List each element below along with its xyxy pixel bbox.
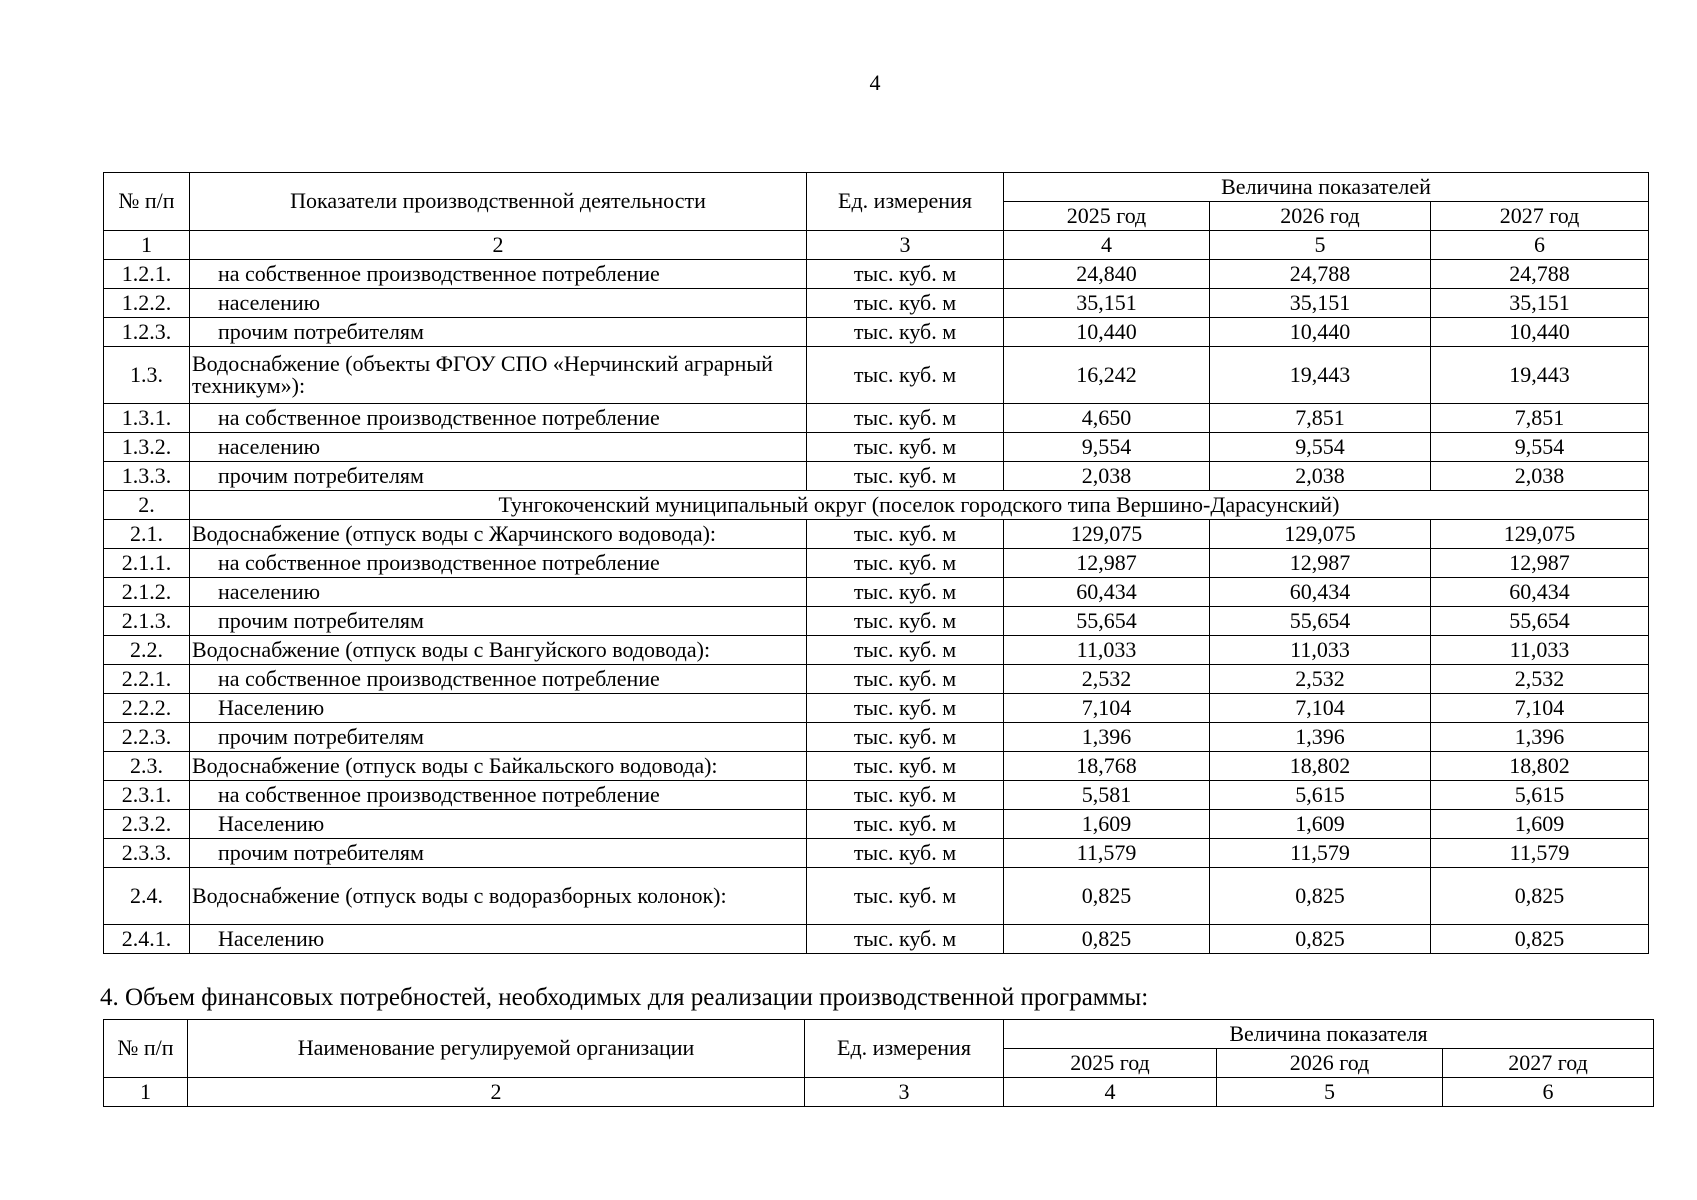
row-value-2027: 5,615 xyxy=(1431,781,1649,810)
row-number: 1.3. xyxy=(104,347,190,404)
column-number: 3 xyxy=(807,231,1004,260)
row-number: 2.1.1. xyxy=(104,549,190,578)
header-year-2026: 2026 год xyxy=(1210,202,1431,231)
header-year-2025: 2025 год xyxy=(1004,202,1210,231)
header-year-2025: 2025 год xyxy=(1004,1049,1217,1078)
row-value-2026: 0,825 xyxy=(1210,925,1431,954)
row-number: 1.3.3. xyxy=(104,462,190,491)
row-value-2027: 2,038 xyxy=(1431,462,1649,491)
table-row xyxy=(104,347,1649,404)
page-number: 4 xyxy=(869,70,881,95)
row-value-2027: 24,788 xyxy=(1431,260,1649,289)
column-number: 3 xyxy=(805,1078,1004,1107)
row-value-2025: 129,075 xyxy=(1004,520,1210,549)
section-4-title: 4. Объем финансовых потребностей, необходимых для реализации производственной программы: xyxy=(100,984,1149,1011)
row-unit: тыс. куб. м xyxy=(807,607,1004,636)
row-number: 2.4. xyxy=(104,868,190,925)
row-value-2025: 2,532 xyxy=(1004,665,1210,694)
row-value-2025: 11,579 xyxy=(1004,839,1210,868)
table-row xyxy=(104,810,1649,839)
row-unit: тыс. куб. м xyxy=(807,549,1004,578)
row-number: 1.2.3. xyxy=(104,318,190,347)
row-value-2026: 5,615 xyxy=(1210,781,1431,810)
row-value-2026: 11,579 xyxy=(1210,839,1431,868)
row-value-2025: 2,038 xyxy=(1004,462,1210,491)
row-number: 2.3.3. xyxy=(104,839,190,868)
row-indicator: прочим потребителям xyxy=(190,462,807,491)
row-unit: тыс. куб. м xyxy=(807,839,1004,868)
row-number: 2.1. xyxy=(104,520,190,549)
row-value-2026: 2,038 xyxy=(1210,462,1431,491)
row-value-2027: 0,825 xyxy=(1431,925,1649,954)
row-value-2027: 11,579 xyxy=(1431,839,1649,868)
row-number: 2.3.2. xyxy=(104,810,190,839)
row-indicator: на собственное производственное потребление xyxy=(190,260,807,289)
header-num: № п/п xyxy=(104,1020,188,1078)
row-value-2027: 55,654 xyxy=(1431,607,1649,636)
column-number: 2 xyxy=(188,1078,805,1107)
column-number: 2 xyxy=(190,231,807,260)
row-unit: тыс. куб. м xyxy=(807,318,1004,347)
row-value-2027: 0,825 xyxy=(1431,868,1649,925)
row-unit: тыс. куб. м xyxy=(807,925,1004,954)
row-value-2025: 60,434 xyxy=(1004,578,1210,607)
row-unit: тыс. куб. м xyxy=(807,289,1004,318)
row-indicator: прочим потребителям xyxy=(190,839,807,868)
row-value-2027: 19,443 xyxy=(1431,347,1649,404)
row-value-2025: 1,609 xyxy=(1004,810,1210,839)
row-value-2026: 0,825 xyxy=(1210,868,1431,925)
row-value-2026: 9,554 xyxy=(1210,433,1431,462)
table-row xyxy=(104,260,1649,289)
row-indicator: Населению xyxy=(190,694,807,723)
row-indicator: прочим потребителям xyxy=(190,607,807,636)
header-year-2027: 2027 год xyxy=(1431,202,1649,231)
financial-needs-table xyxy=(103,1019,1654,1107)
column-number: 6 xyxy=(1431,231,1649,260)
row-value-2027: 2,532 xyxy=(1431,665,1649,694)
row-indicator: на собственное производственное потребление xyxy=(190,404,807,433)
row-number: 1.2.1. xyxy=(104,260,190,289)
row-value-2026: 1,609 xyxy=(1210,810,1431,839)
row-value-2026: 55,654 xyxy=(1210,607,1431,636)
row-indicator: Водоснабжение (отпуск воды с Жарчинского водовода): xyxy=(190,520,807,549)
table-row xyxy=(104,404,1649,433)
row-unit: тыс. куб. м xyxy=(807,694,1004,723)
table-row xyxy=(104,607,1649,636)
row-unit: тыс. куб. м xyxy=(807,636,1004,665)
row-unit: тыс. куб. м xyxy=(807,578,1004,607)
row-value-2025: 24,840 xyxy=(1004,260,1210,289)
row-value-2027: 129,075 xyxy=(1431,520,1649,549)
row-value-2027: 1,396 xyxy=(1431,723,1649,752)
row-value-2026: 10,440 xyxy=(1210,318,1431,347)
row-value-2025: 55,654 xyxy=(1004,607,1210,636)
row-value-2026: 2,532 xyxy=(1210,665,1431,694)
section-number: 2. xyxy=(104,491,190,520)
row-value-2026: 19,443 xyxy=(1210,347,1431,404)
row-number: 2.2. xyxy=(104,636,190,665)
table-row xyxy=(104,723,1649,752)
row-value-2027: 60,434 xyxy=(1431,578,1649,607)
row-value-2027: 1,609 xyxy=(1431,810,1649,839)
row-indicator: Водоснабжение (отпуск воды с водоразборных колонок): xyxy=(190,868,807,925)
header-values-group: Величина показателя xyxy=(1004,1020,1654,1049)
row-value-2025: 0,825 xyxy=(1004,868,1210,925)
row-value-2025: 4,650 xyxy=(1004,404,1210,433)
table-row xyxy=(104,694,1649,723)
row-value-2026: 11,033 xyxy=(1210,636,1431,665)
row-unit: тыс. куб. м xyxy=(807,404,1004,433)
row-value-2026: 129,075 xyxy=(1210,520,1431,549)
table-row xyxy=(104,925,1649,954)
row-value-2027: 7,104 xyxy=(1431,694,1649,723)
row-indicator: прочим потребителям xyxy=(190,318,807,347)
row-value-2026: 35,151 xyxy=(1210,289,1431,318)
row-value-2025: 11,033 xyxy=(1004,636,1210,665)
table-row xyxy=(104,665,1649,694)
row-value-2025: 9,554 xyxy=(1004,433,1210,462)
table-row xyxy=(104,318,1649,347)
header-year-2027: 2027 год xyxy=(1443,1049,1654,1078)
row-value-2026: 24,788 xyxy=(1210,260,1431,289)
row-indicator: населению xyxy=(190,433,807,462)
row-value-2025: 0,825 xyxy=(1004,925,1210,954)
table-row xyxy=(104,636,1649,665)
row-indicator: на собственное производственное потребление xyxy=(190,549,807,578)
row-number: 1.3.2. xyxy=(104,433,190,462)
row-unit: тыс. куб. м xyxy=(807,781,1004,810)
row-value-2027: 35,151 xyxy=(1431,289,1649,318)
row-value-2027: 12,987 xyxy=(1431,549,1649,578)
row-value-2027: 11,033 xyxy=(1431,636,1649,665)
row-unit: тыс. куб. м xyxy=(807,520,1004,549)
row-value-2026: 1,396 xyxy=(1210,723,1431,752)
column-number: 6 xyxy=(1443,1078,1654,1107)
row-unit: тыс. куб. м xyxy=(807,433,1004,462)
table-row xyxy=(104,520,1649,549)
row-value-2026: 18,802 xyxy=(1210,752,1431,781)
column-number: 5 xyxy=(1217,1078,1443,1107)
row-indicator: Водоснабжение (отпуск воды с Байкальского водовода): xyxy=(190,752,807,781)
section-title: Тунгокоченский муниципальный округ (поселок городского типа Вершино-Дарасунский) xyxy=(190,491,1649,520)
row-unit: тыс. куб. м xyxy=(807,723,1004,752)
row-number: 2.3. xyxy=(104,752,190,781)
section-row xyxy=(104,491,1649,520)
column-number: 1 xyxy=(104,1078,188,1107)
header-year-2026: 2026 год xyxy=(1217,1049,1443,1078)
row-value-2027: 10,440 xyxy=(1431,318,1649,347)
row-indicator: Населению xyxy=(190,810,807,839)
column-number: 4 xyxy=(1004,1078,1217,1107)
row-indicator: на собственное производственное потребление xyxy=(190,781,807,810)
table-row xyxy=(104,289,1649,318)
row-number: 2.2.3. xyxy=(104,723,190,752)
table-row xyxy=(104,752,1649,781)
row-unit: тыс. куб. м xyxy=(807,347,1004,404)
row-unit: тыс. куб. м xyxy=(807,810,1004,839)
row-value-2026: 7,104 xyxy=(1210,694,1431,723)
row-unit: тыс. куб. м xyxy=(807,260,1004,289)
row-value-2025: 16,242 xyxy=(1004,347,1210,404)
table-row xyxy=(104,549,1649,578)
header-unit: Ед. измерения xyxy=(807,173,1004,231)
row-number: 2.2.1. xyxy=(104,665,190,694)
header-num: № п/п xyxy=(104,173,190,231)
column-number: 5 xyxy=(1210,231,1431,260)
table-row xyxy=(104,839,1649,868)
row-value-2026: 7,851 xyxy=(1210,404,1431,433)
table-row xyxy=(104,781,1649,810)
row-number: 2.2.2. xyxy=(104,694,190,723)
row-value-2025: 18,768 xyxy=(1004,752,1210,781)
row-number: 2.3.1. xyxy=(104,781,190,810)
row-value-2025: 35,151 xyxy=(1004,289,1210,318)
row-unit: тыс. куб. м xyxy=(807,868,1004,925)
table-row xyxy=(104,433,1649,462)
row-value-2027: 9,554 xyxy=(1431,433,1649,462)
header-org: Наименование регулируемой организации xyxy=(188,1020,805,1078)
row-value-2027: 18,802 xyxy=(1431,752,1649,781)
row-value-2025: 10,440 xyxy=(1004,318,1210,347)
row-number: 1.2.2. xyxy=(104,289,190,318)
row-unit: тыс. куб. м xyxy=(807,752,1004,781)
row-number: 2.4.1. xyxy=(104,925,190,954)
row-number: 2.1.2. xyxy=(104,578,190,607)
row-unit: тыс. куб. м xyxy=(807,462,1004,491)
row-indicator: населению xyxy=(190,289,807,318)
row-unit: тыс. куб. м xyxy=(807,665,1004,694)
row-value-2027: 7,851 xyxy=(1431,404,1649,433)
table-row xyxy=(104,578,1649,607)
row-indicator: прочим потребителям xyxy=(190,723,807,752)
row-indicator: населению xyxy=(190,578,807,607)
row-value-2025: 12,987 xyxy=(1004,549,1210,578)
row-value-2026: 12,987 xyxy=(1210,549,1431,578)
header-indicator: Показатели производственной деятельности xyxy=(190,173,807,231)
table-row xyxy=(104,868,1649,925)
row-value-2025: 1,396 xyxy=(1004,723,1210,752)
row-indicator: на собственное производственное потребление xyxy=(190,665,807,694)
row-value-2025: 5,581 xyxy=(1004,781,1210,810)
production-indicators-table xyxy=(103,172,1649,954)
row-indicator: Водоснабжение (объекты ФГОУ СПО «Нерчинский аграрный техникум»): xyxy=(190,347,807,404)
row-value-2025: 7,104 xyxy=(1004,694,1210,723)
table-row xyxy=(104,462,1649,491)
row-value-2026: 60,434 xyxy=(1210,578,1431,607)
row-number: 1.3.1. xyxy=(104,404,190,433)
header-values-group: Величина показателей xyxy=(1004,173,1649,202)
row-indicator: Водоснабжение (отпуск воды с Вангуйского водовода): xyxy=(190,636,807,665)
column-number: 4 xyxy=(1004,231,1210,260)
header-unit: Ед. измерения xyxy=(805,1020,1004,1078)
row-number: 2.1.3. xyxy=(104,607,190,636)
row-indicator: Населению xyxy=(190,925,807,954)
column-number: 1 xyxy=(104,231,190,260)
